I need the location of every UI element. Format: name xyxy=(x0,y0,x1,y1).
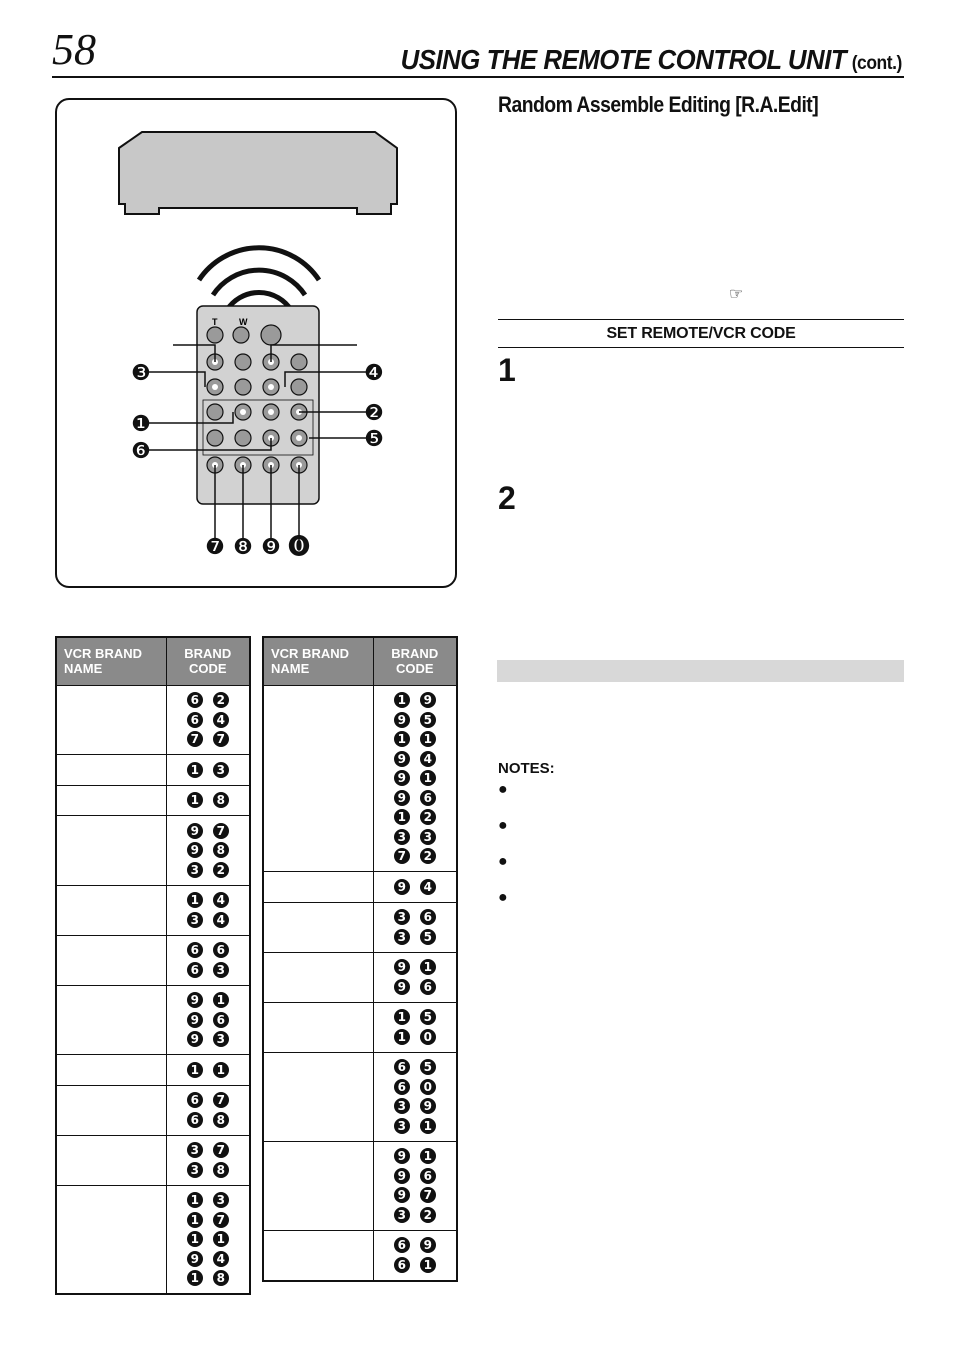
code-digit-badge: 1 xyxy=(213,1231,229,1247)
code-digit-badge: 1 xyxy=(420,1257,436,1273)
brand-code xyxy=(167,1210,250,1230)
brand-code xyxy=(374,958,457,978)
code-digit-badge: 4 xyxy=(213,712,229,728)
code-digit-badge: 1 xyxy=(420,1118,436,1134)
brand-code xyxy=(167,1230,250,1250)
code-digit-badge: 9 xyxy=(187,1012,203,1028)
brand-code-cell xyxy=(373,685,457,872)
code-digit-badge: 1 xyxy=(420,959,436,975)
code-digit-badge: 4 xyxy=(213,912,229,928)
code-digit-badge: 5 xyxy=(420,929,436,945)
brand-code xyxy=(374,808,457,828)
code-digit-badge: 9 xyxy=(187,1031,203,1047)
table-row xyxy=(263,685,457,872)
brand-code xyxy=(167,1249,250,1269)
brand-code xyxy=(374,749,457,769)
brand-name-cell xyxy=(56,885,166,935)
brand-code-cell xyxy=(373,952,457,1002)
code-digit-badge: 3 xyxy=(213,962,229,978)
step-number-2: 2 xyxy=(498,480,516,516)
section-title: Random Assemble Editing [R.A.Edit] xyxy=(498,92,819,117)
code-digit-badge: 1 xyxy=(187,1270,203,1286)
code-digit-badge: 6 xyxy=(420,1168,436,1184)
code-digit-badge: 2 xyxy=(420,1207,436,1223)
brand-code-cell xyxy=(166,1135,250,1185)
brand-code-cell xyxy=(166,755,250,786)
brand-name-cell xyxy=(56,685,166,755)
callout-2: ❷ xyxy=(364,401,384,426)
code-digit-badge: 1 xyxy=(213,992,229,1008)
brand-code xyxy=(374,1166,457,1186)
code-digit-badge: 5 xyxy=(420,1059,436,1075)
callout-4: ❹ xyxy=(364,361,384,386)
code-digit-badge: 7 xyxy=(213,1092,229,1108)
table-row xyxy=(263,1230,457,1281)
code-digit-badge: 6 xyxy=(394,1237,410,1253)
code-digit-badge: 3 xyxy=(213,1192,229,1208)
table-row xyxy=(56,785,250,816)
brand-code xyxy=(167,1010,250,1030)
remote-diagram xyxy=(57,100,459,590)
brand-name-cell xyxy=(263,1052,373,1141)
code-digit-badge: 9 xyxy=(394,1187,410,1203)
code-digit-badge: 3 xyxy=(394,829,410,845)
callout-5: ❺ xyxy=(364,427,384,452)
brand-code xyxy=(374,691,457,711)
code-digit-badge: 4 xyxy=(213,892,229,908)
code-digit-badge: 3 xyxy=(394,909,410,925)
brand-name-cell xyxy=(263,1141,373,1230)
code-digit-badge: 3 xyxy=(394,1098,410,1114)
brand-name-cell xyxy=(263,902,373,952)
brand-code xyxy=(374,908,457,928)
brand-name-cell xyxy=(56,1085,166,1135)
vcr-body-icon xyxy=(119,132,397,214)
callout-9: ❾ xyxy=(261,535,281,560)
code-digit-badge: 3 xyxy=(213,1031,229,1047)
code-digit-badge: 1 xyxy=(394,1009,410,1025)
brand-name-cell xyxy=(263,872,373,903)
brand-code xyxy=(167,841,250,861)
brand-code-cell xyxy=(166,1055,250,1086)
code-digit-badge: 7 xyxy=(213,823,229,839)
header-cont-text: (cont.) xyxy=(851,53,902,74)
code-digit-badge: 1 xyxy=(394,731,410,747)
code-digit-badge: 0 xyxy=(420,1079,436,1095)
code-digit-badge: 9 xyxy=(394,770,410,786)
callout-3: ❸ xyxy=(131,361,151,386)
brand-code-cell xyxy=(373,1141,457,1230)
brand-name-cell xyxy=(56,935,166,985)
code-digit-badge: 5 xyxy=(420,1009,436,1025)
code-digit-badge: 7 xyxy=(394,848,410,864)
table-row xyxy=(56,1055,250,1086)
brand-code-cell xyxy=(373,872,457,903)
brand-code-cell xyxy=(166,935,250,985)
brand-code xyxy=(167,860,250,880)
code-digit-badge: 3 xyxy=(394,929,410,945)
header-brand-code: BRAND CODE xyxy=(373,637,457,685)
brand-code xyxy=(167,710,250,730)
code-digit-badge: 6 xyxy=(394,1079,410,1095)
brand-name-cell xyxy=(56,785,166,816)
code-digit-badge: 7 xyxy=(420,1187,436,1203)
header-rule xyxy=(52,76,904,78)
brand-code xyxy=(374,1205,457,1225)
brand-code xyxy=(167,691,250,711)
code-digit-badge: 9 xyxy=(394,879,410,895)
brand-code-table-left xyxy=(55,636,251,1295)
brand-code xyxy=(374,977,457,997)
code-digit-badge: 1 xyxy=(187,792,203,808)
brand-name-cell xyxy=(56,1055,166,1086)
code-digit-badge: 6 xyxy=(187,1092,203,1108)
code-digit-badge: 9 xyxy=(394,790,410,806)
code-digit-badge: 3 xyxy=(394,1207,410,1223)
label-w: W xyxy=(239,317,248,327)
brand-code xyxy=(374,1116,457,1136)
code-digit-badge: 8 xyxy=(213,1270,229,1286)
brand-code xyxy=(374,730,457,750)
table-row xyxy=(56,816,250,886)
brand-code xyxy=(167,1110,250,1130)
code-digit-badge: 4 xyxy=(420,879,436,895)
callout-8: ❽ xyxy=(233,535,253,560)
code-digit-badge: 9 xyxy=(187,823,203,839)
brand-code xyxy=(374,1147,457,1167)
header-title-text: USING THE REMOTE CONTROL UNIT xyxy=(400,44,847,75)
code-digit-badge: 7 xyxy=(187,731,203,747)
code-digit-badge: 1 xyxy=(187,1192,203,1208)
table-row xyxy=(56,1185,250,1294)
code-digit-badge: 7 xyxy=(213,1142,229,1158)
brand-code-cell xyxy=(373,1052,457,1141)
set-code-bar: SET REMOTE/VCR CODE xyxy=(498,319,904,348)
code-digit-badge: 3 xyxy=(394,1118,410,1134)
table-row xyxy=(56,1085,250,1135)
code-digit-badge: 6 xyxy=(394,1059,410,1075)
brand-code xyxy=(374,877,457,897)
brand-code xyxy=(167,891,250,911)
code-digit-badge: 0 xyxy=(420,1029,436,1045)
table-row xyxy=(263,872,457,903)
code-digit-badge: 9 xyxy=(394,751,410,767)
note-bullet: ● xyxy=(498,889,508,906)
code-digit-badge: 3 xyxy=(187,862,203,878)
code-digit-badge: 2 xyxy=(213,692,229,708)
code-digit-badge: 9 xyxy=(187,992,203,1008)
code-digit-badge: 9 xyxy=(394,1148,410,1164)
code-digit-badge: 9 xyxy=(394,979,410,995)
brand-code xyxy=(374,847,457,867)
code-digit-badge: 6 xyxy=(187,962,203,978)
brand-code xyxy=(167,1030,250,1050)
brand-code-cell xyxy=(373,902,457,952)
table-row xyxy=(263,952,457,1002)
code-digit-badge: 9 xyxy=(394,712,410,728)
grey-heading-bar xyxy=(497,660,904,682)
code-digit-badge: 1 xyxy=(420,1148,436,1164)
code-digit-badge: 9 xyxy=(187,1251,203,1267)
brand-name-cell xyxy=(263,685,373,872)
code-digit-badge: 6 xyxy=(213,942,229,958)
brand-code xyxy=(374,827,457,847)
brand-code-cell xyxy=(166,1185,250,1294)
brand-code-cell xyxy=(166,785,250,816)
brand-code xyxy=(167,960,250,980)
table-row xyxy=(56,755,250,786)
brand-code xyxy=(167,1269,250,1289)
code-digit-badge: 1 xyxy=(420,770,436,786)
brand-code-cell xyxy=(373,1230,457,1281)
code-digit-badge: 5 xyxy=(420,712,436,728)
brand-code xyxy=(167,760,250,780)
code-digit-badge: 6 xyxy=(187,942,203,958)
brand-code xyxy=(374,1236,457,1256)
brand-code xyxy=(374,1027,457,1047)
label-t: T xyxy=(212,317,218,327)
code-digit-badge: 3 xyxy=(187,912,203,928)
brand-code xyxy=(374,1008,457,1028)
code-digit-badge: 2 xyxy=(213,862,229,878)
code-digit-badge: 8 xyxy=(213,1112,229,1128)
brand-code xyxy=(167,1191,250,1211)
brand-code xyxy=(167,1060,250,1080)
callout-1: ❶ xyxy=(131,412,151,437)
code-digit-badge: 6 xyxy=(187,1112,203,1128)
code-digit-badge: 1 xyxy=(187,762,203,778)
brand-code xyxy=(167,791,250,811)
callout-0: ⓿ xyxy=(287,535,311,560)
code-digit-badge: 9 xyxy=(420,1098,436,1114)
code-digit-badge: 6 xyxy=(213,1012,229,1028)
brand-code xyxy=(374,788,457,808)
code-digit-badge: 4 xyxy=(420,751,436,767)
table-row xyxy=(263,1002,457,1052)
code-digit-badge: 6 xyxy=(420,979,436,995)
code-digit-badge: 1 xyxy=(394,692,410,708)
callout-7: ❼ xyxy=(205,535,225,560)
code-digit-badge: 7 xyxy=(213,731,229,747)
page-number: 58 xyxy=(52,25,96,74)
code-digit-badge: 3 xyxy=(187,1142,203,1158)
brand-code-cell xyxy=(166,816,250,886)
table-row xyxy=(56,935,250,985)
table-row xyxy=(56,1135,250,1185)
note-bullet: ● xyxy=(498,781,508,798)
code-digit-badge: 1 xyxy=(213,1062,229,1078)
code-digit-badge: 9 xyxy=(394,959,410,975)
code-digit-badge: 3 xyxy=(420,829,436,845)
code-digit-badge: 2 xyxy=(420,848,436,864)
code-digit-badge: 6 xyxy=(187,712,203,728)
table-row xyxy=(56,985,250,1055)
step-number-1: 1 xyxy=(498,352,516,388)
brand-code xyxy=(167,991,250,1011)
code-digit-badge: 9 xyxy=(420,692,436,708)
code-digit-badge: 9 xyxy=(187,842,203,858)
code-digit-badge: 3 xyxy=(213,762,229,778)
brand-code xyxy=(167,910,250,930)
code-digit-badge: 1 xyxy=(187,892,203,908)
brand-code xyxy=(167,1160,250,1180)
table-row xyxy=(263,1141,457,1230)
code-digit-badge: 6 xyxy=(420,909,436,925)
code-digit-badge: 1 xyxy=(420,731,436,747)
brand-code xyxy=(167,730,250,750)
brand-code xyxy=(374,1255,457,1275)
code-digit-badge: 6 xyxy=(420,790,436,806)
brand-code xyxy=(374,1058,457,1078)
brand-code-cell xyxy=(166,685,250,755)
brand-name-cell xyxy=(56,1185,166,1294)
note-bullet: ● xyxy=(498,853,508,870)
brand-code-cell xyxy=(166,885,250,935)
header-brand-code: BRAND CODE xyxy=(166,637,250,685)
code-digit-badge: 8 xyxy=(213,1162,229,1178)
code-digit-badge: 8 xyxy=(213,842,229,858)
table-row xyxy=(263,902,457,952)
header-brand-name: VCR BRAND NAME xyxy=(56,637,166,685)
notes-title: NOTES: xyxy=(498,760,555,777)
brand-name-cell xyxy=(56,816,166,886)
brand-code xyxy=(374,1077,457,1097)
code-digit-badge: 9 xyxy=(394,1168,410,1184)
code-digit-badge: 6 xyxy=(187,692,203,708)
code-digit-badge: 7 xyxy=(213,1212,229,1228)
brand-code xyxy=(167,941,250,961)
remote-illustration xyxy=(55,98,457,588)
brand-code xyxy=(167,1091,250,1111)
brand-name-cell xyxy=(56,1135,166,1185)
code-digit-badge: 3 xyxy=(187,1162,203,1178)
code-digit-badge: 1 xyxy=(187,1231,203,1247)
brand-name-cell xyxy=(263,1230,373,1281)
brand-code xyxy=(167,821,250,841)
brand-name-cell xyxy=(263,1002,373,1052)
code-digit-badge: 1 xyxy=(394,809,410,825)
brand-name-cell xyxy=(56,985,166,1055)
table-row xyxy=(56,685,250,755)
code-digit-badge: 9 xyxy=(420,1237,436,1253)
brand-code-table-right xyxy=(262,636,458,1282)
code-digit-badge: 1 xyxy=(187,1212,203,1228)
brand-code xyxy=(374,769,457,789)
brand-name-cell xyxy=(56,755,166,786)
code-digit-badge: 2 xyxy=(420,809,436,825)
page-reference-icon: ☞ xyxy=(729,286,744,303)
note-bullet: ● xyxy=(498,817,508,834)
brand-code xyxy=(374,1097,457,1117)
code-digit-badge: 8 xyxy=(213,792,229,808)
brand-code xyxy=(374,710,457,730)
ir-wave-outer-icon xyxy=(199,248,319,280)
table-row xyxy=(56,885,250,935)
brand-code xyxy=(374,927,457,947)
brand-code xyxy=(374,1186,457,1206)
code-digit-badge: 4 xyxy=(213,1251,229,1267)
table-row xyxy=(263,1052,457,1141)
brand-code xyxy=(167,1141,250,1161)
callout-6: ❻ xyxy=(131,439,151,464)
code-digit-badge: 1 xyxy=(394,1029,410,1045)
code-digit-badge: 6 xyxy=(394,1257,410,1273)
header-brand-name: VCR BRAND NAME xyxy=(263,637,373,685)
page-header-title xyxy=(401,44,902,76)
brand-code-cell xyxy=(373,1002,457,1052)
brand-code-cell xyxy=(166,985,250,1055)
code-digit-badge: 1 xyxy=(187,1062,203,1078)
brand-code-cell xyxy=(166,1085,250,1135)
brand-name-cell xyxy=(263,952,373,1002)
